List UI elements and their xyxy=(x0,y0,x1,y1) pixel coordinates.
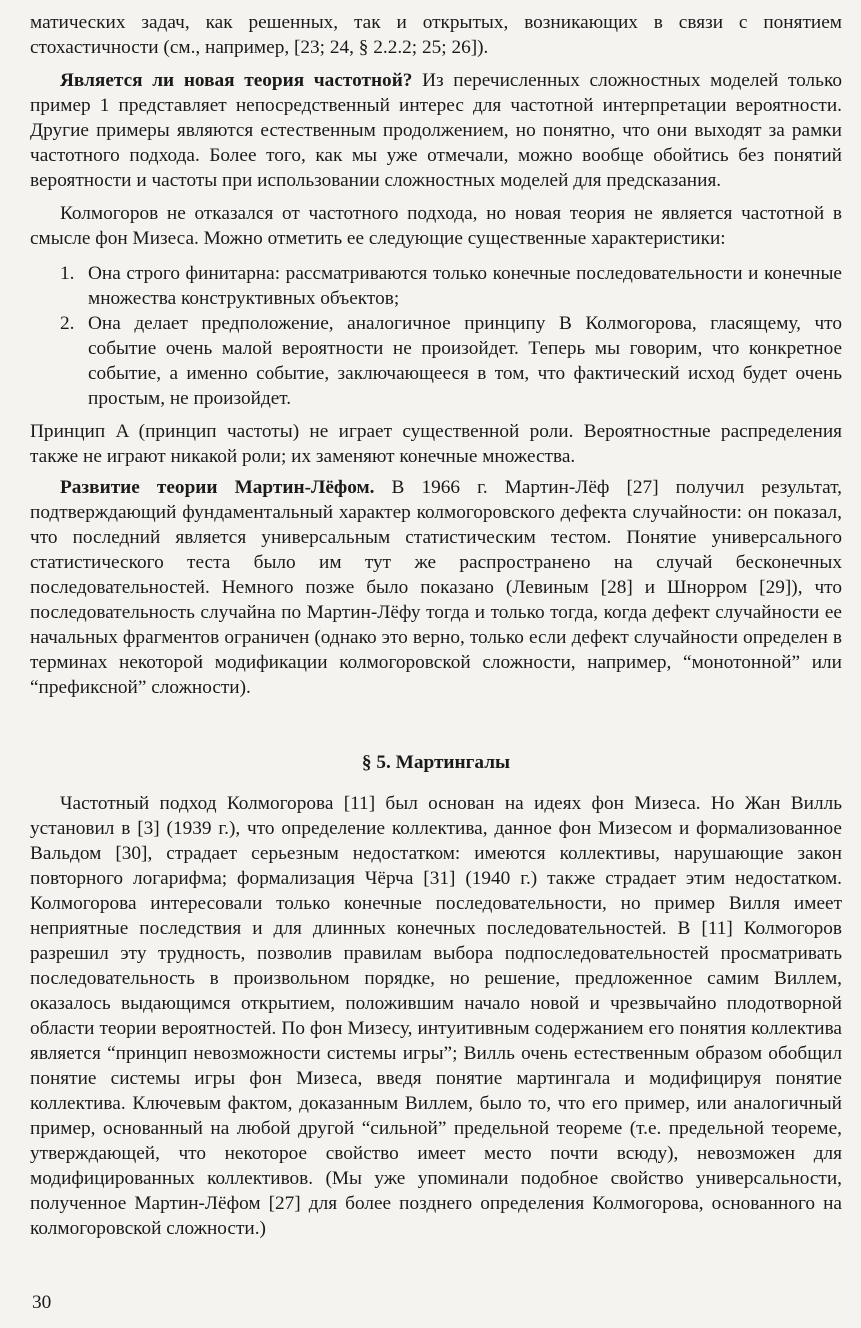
paragraph-principle-a: Принцип A (принцип частоты) не играет существенной роли. Вероятностные распределения также не играют никакой роли; их заменяют конечные множества. xyxy=(30,421,842,467)
run-in-heading-martin-lof: Развитие теории Мартин-Лёфом. xyxy=(60,477,375,498)
list-item xyxy=(30,311,842,411)
list-item-number: 2. xyxy=(60,313,75,334)
section-title: § 5. Мартингалы xyxy=(361,752,511,773)
page-body xyxy=(30,10,842,1241)
paragraph-text: В 1966 г. Мартин-Лёф [27] получил результат, подтверждающий фундаментальный характер колмогоровского дефекта случайности: он показал, что последний является универсальным статистическим тестом. Понятие универсального статистического теста было им тут же распространено на случай бесконечных последовательностей. Немного позже было показано (Левиным [28] и Шнорром [29]), что последовательность случайна по Мартин-Лёфу тогда и только тогда, когда дефект случайности ее начальных фрагментов ограничен (однако это верно, только если дефект случайности определен в терминах некоторой модификации колмогоровской сложности, например, “монотонной” или “префиксной” сложности). xyxy=(30,477,842,698)
list-item xyxy=(30,261,842,311)
list-item-text: Она делает предположение, аналогичное принципу B Колмогорова, гласящему, что событие очень малой вероятности не произойдет. Теперь мы говорим, что конкретное событие, а именно событие, заключающееся в том, что фактический исход будет очень простым, не произойдет. xyxy=(88,313,842,409)
list-item-text: Она строго финитарна: рассматриваются только конечные последовательности и конечные множества конструктивных объектов; xyxy=(88,263,842,309)
paragraph-kolmogorov-frequency: Колмогоров не отказался от частотного подхода, но новая теория не является частотной в смысле фон Мизеса. Можно отметить ее следующие существенные характеристики: xyxy=(30,203,842,249)
paragraph-martin-lof xyxy=(30,475,842,700)
paragraph-continuation: матических задач, как решенных, так и открытых, возникающих в связи с понятием стохастичности (см., например, [23; 24, § 2.2.2; 25; 26]). xyxy=(30,12,842,58)
paragraph-martingales: Частотный подход Колмогорова [11] был основан на идеях фон Мизеса. Но Жан Вилль установил в [3] (1939 г.), что определение коллектива, данное фон Мизесом и формализованное Вальдом [30], страдает серьезным недостатком: имеются коллективы, нарушающие закон повторного логарифма; формализация Чёрча [31] (1940 г.) также страдает этим недостатком. Колмогорова интересовали только конечные последовательности, но пример Вилля имеет неприятные последствия и для длинных конечных последовательностей. В [11] Колмогоров разрешил эту трудность, позволив правилам выбора подпоследовательностей просматривать последовательность в произвольном порядке, но решение, предложенное самим Виллем, оказалось выдающимся открытием, положившим начало новой и чрезвычайно плодотворной области теории вероятностей. По фон Мизесу, интуитивным содержанием его понятия коллектива является “принцип невозможности системы игры”; Вилль очень естественным образом обобщил понятие системы игры фон Мизеса, введя понятие мартингала и модифицируя понятие коллектива. Ключевым фактом, доказанным Виллем, было то, что его пример, или аналогичный пример, основанный на любой другой “сильной” предельной теореме (т.е. предельной теореме, утверждающей, что некоторое свойство имеет место почти всюду), невозможен для модифицированных коллективов. (Мы уже упоминали подобное свойство универсальности, полученное Мартин-Лёфом [27] для более позднего определения Колмогорова, основанного на колмогоровской сложности.) xyxy=(30,793,842,1239)
list-item-number: 1. xyxy=(60,263,75,284)
paragraph-frequency-question xyxy=(30,68,842,193)
paragraph-text: Из перечисленных сложностных моделей только пример 1 представляет непосредственный интерес для частотной интерпретации вероятности. Другие примеры являются естественным продолжением, но понятно, что они выходят за рамки частотного подхода. Более того, как мы уже отмечали, можно вообще обойтись без понятий вероятности и частоты при использовании сложностных моделей для предсказания. xyxy=(30,70,842,191)
page-number: 30 xyxy=(32,1292,52,1313)
run-in-heading-frequency: Является ли новая теория частотной? xyxy=(60,70,413,91)
characteristics-list xyxy=(30,261,842,411)
